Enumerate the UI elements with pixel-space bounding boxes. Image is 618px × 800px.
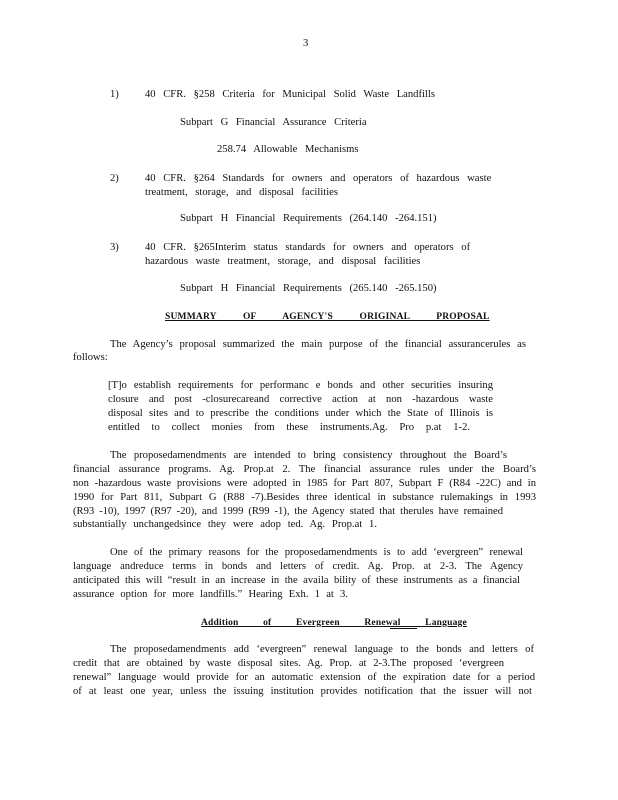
regulation-1-title: 40 CFR. §258 Criteria for Municipal Solid Waste Landfills [145, 89, 435, 100]
quote-line-1: [T]o establish requirements for performanc e bonds and other securities insuring [108, 380, 493, 391]
regulation-3-subpart: Subpart H Financial Requirements (265.140 -265.150) [180, 283, 437, 294]
regulation-2-line-1: 40 CFR. §264 Standards for owners and operators of hazardous waste [145, 173, 492, 184]
regulation-1-subpart: Subpart G Financial Assurance Criteria [180, 117, 367, 128]
list-number-1: 1) [110, 89, 119, 100]
paragraph-reasons-line-1: One of the primary reasons for the proposedamendments is to add ‘evergreen” renewal [110, 547, 523, 558]
paragraph-evergreen-line-2: credit that are obtained by waste disposal sites. Ag. Prop. at 2-3.The proposed ‘evergreen [73, 658, 504, 669]
paragraph-amendments-line-4: 1990 for Part 811, Subpart G (R88 -7).Besides three identical in substance rulemakings in 1993 [73, 492, 536, 503]
list-number-2: 2) [110, 173, 119, 184]
heading-rule [390, 628, 417, 629]
paragraph-reasons-line-3: anticipated this will “result in an increase in the availa bility of these instruments as a financial [73, 575, 520, 586]
regulation-2-subpart: Subpart H Financial Requirements (264.140 -264.151) [180, 213, 437, 224]
paragraph-amendments-line-6: substantially unchangedsince they were adop ted. Ag. Prop.at 1. [73, 519, 377, 530]
section-heading-evergreen: Addition of Evergreen Renewal Language [201, 618, 467, 628]
page-number: 3 [303, 38, 309, 49]
paragraph-amendments-line-1: The proposedamendments are intended to bring consistency throughout the Board’s [110, 450, 507, 461]
paragraph-evergreen-line-3: renewal” language would provide for an automatic extension of the expiration date for a period [73, 672, 535, 683]
list-number-3: 3) [110, 242, 119, 253]
paragraph-amendments-line-5: (R93 -10), 1997 (R97 -20), and 1999 (R99 -1), the Agency stated that therules have remained [73, 506, 503, 517]
paragraph-reasons-line-2: language andreduce terms in bonds and letters of credit. Ag. Prop. at 2-3. The Agency [73, 561, 523, 572]
paragraph-evergreen-line-1: The proposedamendments add ‘evergreen” renewal language to the bonds and letters of [110, 644, 534, 655]
regulation-2-line-2: treatment, storage, and disposal facilities [145, 187, 338, 198]
quote-line-3: disposal sites and to prescribe the conditions under which the State of Illinois is [108, 408, 493, 419]
regulation-3-line-1: 40 CFR. §265Interim status standards for owners and operators of [145, 242, 471, 253]
paragraph-amendments-line-2: financial assurance programs. Ag. Prop.at 2. The financial assurance rules under the Board’s [73, 464, 536, 475]
paragraph-reasons-line-4: assurance option for more landfills.” Hearing Exh. 1 at 3. [73, 589, 348, 600]
regulation-1-section: 258.74 Allowable Mechanisms [217, 144, 359, 155]
paragraph-evergreen-line-4: of at least one year, unless the issuing institution provides notification that the issuer will not [73, 686, 532, 697]
paragraph-summary-line-1: The Agency’s proposal summarized the main purpose of the financial assurancerules as [110, 339, 526, 350]
regulation-3-line-2: hazardous waste treatment, storage, and disposal facilities [145, 256, 421, 267]
quote-line-2: closure and post -closurecareand corrective action at non -hazardous waste [108, 394, 493, 405]
quote-line-4: entitled to collect monies from these instruments.Ag. Pro p.at 1-2. [108, 422, 470, 433]
section-heading-summary: SUMMARY OF AGENCY'S ORIGINAL PROPOSAL [165, 312, 490, 322]
paragraph-amendments-line-3: non -hazardous waste provisions were adopted in 1985 for Part 807, Subpart F (R84 -22C) and in [73, 478, 536, 489]
paragraph-summary-line-2: follows: [73, 352, 108, 363]
